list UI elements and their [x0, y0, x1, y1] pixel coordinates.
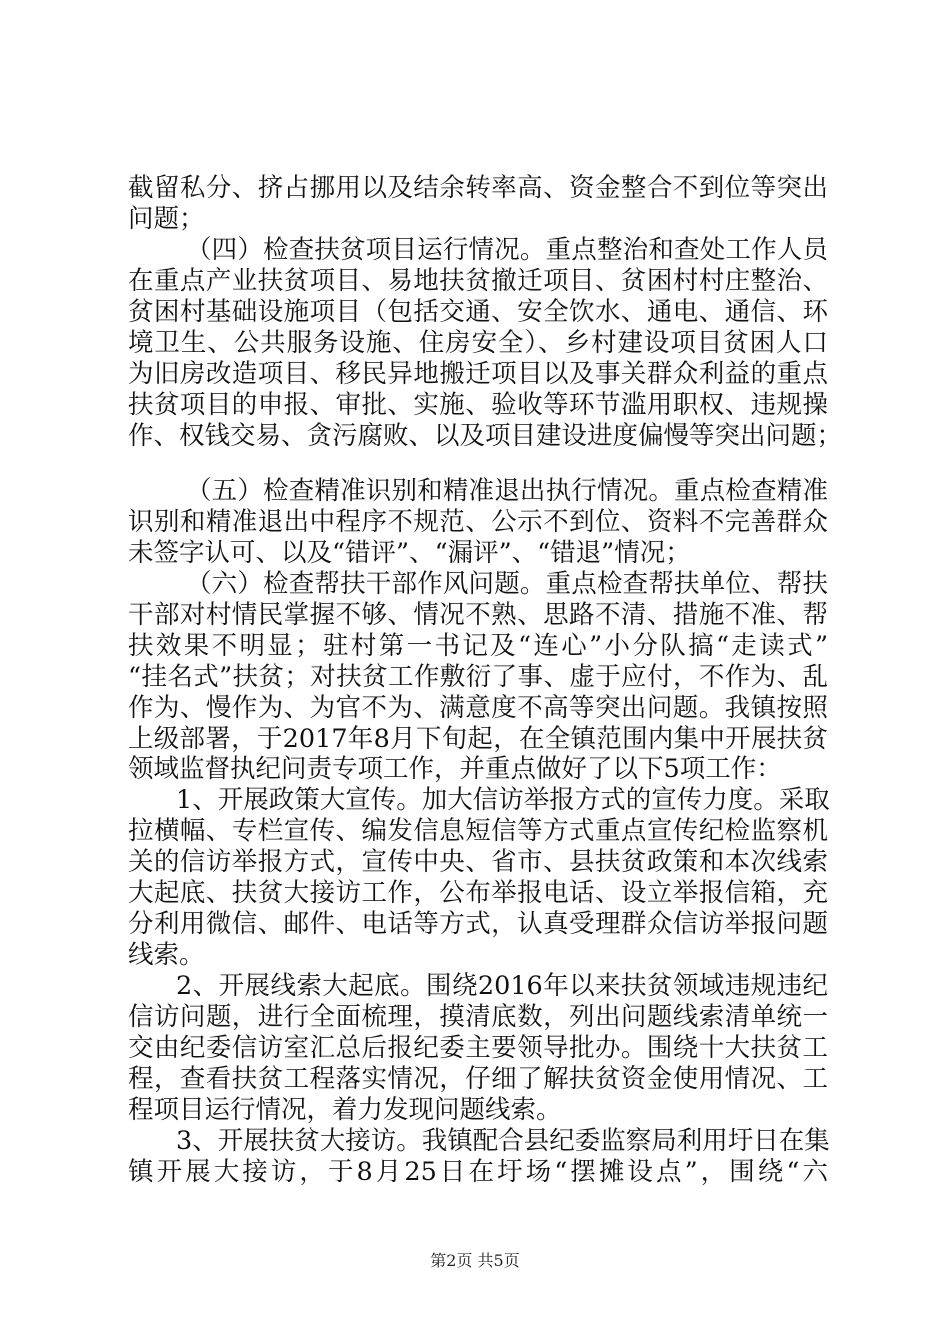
- text-line: 大起底、扶贫大接访工作，公布举报电话、设立举报信箱，充: [128, 878, 828, 908]
- text-line: 线索。: [128, 940, 205, 970]
- text-line: 扶效果不明显；驻村第一书记及“连心”小分队搞“走读式”: [128, 631, 828, 661]
- page-footer: 第2页 共5页: [430, 1251, 520, 1270]
- text-line: “挂名式”扶贫；对扶贫工作敷衍了事、虚于应付，不作为、乱: [128, 662, 828, 692]
- text-line: 识别和精准退出中程序不规范、公示不到位、资料不完善群众: [128, 507, 828, 537]
- text-line: 程，查看扶贫工程落实情况，仔细了解扶贫资金使用情况、工: [128, 1064, 828, 1094]
- text-line: 在重点产业扶贫项目、易地扶贫撤迁项目、贫困村村庄整治、: [128, 266, 828, 296]
- text-line: 上级部署，于2017年8月下旬起，在全镇范围内集中开展扶贫: [128, 724, 828, 754]
- text-line: 1、开展政策大宣传。加大信访举报方式的宣传力度。采取: [176, 785, 830, 815]
- text-line: 交由纪委信访室汇总后报纪委主要领导批办。围绕十大扶贫工: [128, 1033, 828, 1063]
- text-line: 境卫生、公共服务设施、住房安全）、乡村建设项目贫困人口: [128, 328, 828, 358]
- text-line: 贫困村基础设施项目（包括交通、安全饮水、通电、通信、环: [128, 297, 828, 327]
- text-line: 2、开展线索大起底。围绕2016年以来扶贫领域违规违纪: [176, 971, 828, 1001]
- text-line: 为旧房改造项目、移民异地搬迁项目以及事关群众利益的重点: [128, 359, 828, 389]
- text-line: 问题；: [128, 204, 205, 234]
- text-line: 干部对村情民掌握不够、情况不熟、思路不清、措施不准、帮: [128, 600, 828, 630]
- text-line: （四）检查扶贫项目运行情况。重点整治和查处工作人员: [186, 235, 828, 265]
- text-line: 作为、慢作为、为官不为、满意度不高等突出问题。我镇按照: [128, 693, 828, 723]
- text-line: 作、权钱交易、贪污腐败、以及项目建设进度偏慢等突出问题；: [128, 421, 843, 451]
- text-line: 镇开展大接访，于8月25日在圩场“摆摊设点”，围绕“六: [128, 1157, 828, 1187]
- text-line: 未签字认可、以及“错评”、“漏评”、“错退”情况；: [128, 538, 691, 568]
- text-line: 信访问题，进行全面梳理，摸清底数，列出问题线索清单统一: [128, 1002, 828, 1032]
- text-line: 拉横幅、专栏宣传、编发信息短信等方式重点宣传纪检监察机: [128, 816, 828, 846]
- text-line: （五）检查精准识别和精准退出执行情况。重点检查精准: [186, 476, 828, 506]
- text-line: 3、开展扶贫大接访。我镇配合县纪委监察局利用圩日在集: [176, 1126, 830, 1156]
- text-line: 扶贫项目的申报、审批、实施、验收等环节滥用职权、违规操: [128, 390, 828, 420]
- text-line: 程项目运行情况，着力发现问题线索。: [128, 1095, 562, 1125]
- text-line: 截留私分、挤占挪用以及结余转率高、资金整合不到位等突出: [128, 173, 828, 203]
- text-line: 领域监督执纪问责专项工作，并重点做好了以下5项工作：: [128, 754, 782, 784]
- text-line: 分利用微信、邮件、电话等方式，认真受理群众信访举报问题: [128, 909, 828, 939]
- text-line: 关的信访举报方式，宣传中央、省市、县扶贫政策和本次线索: [128, 847, 828, 877]
- text-line: （六）检查帮扶干部作风问题。重点检查帮扶单位、帮扶: [186, 569, 828, 599]
